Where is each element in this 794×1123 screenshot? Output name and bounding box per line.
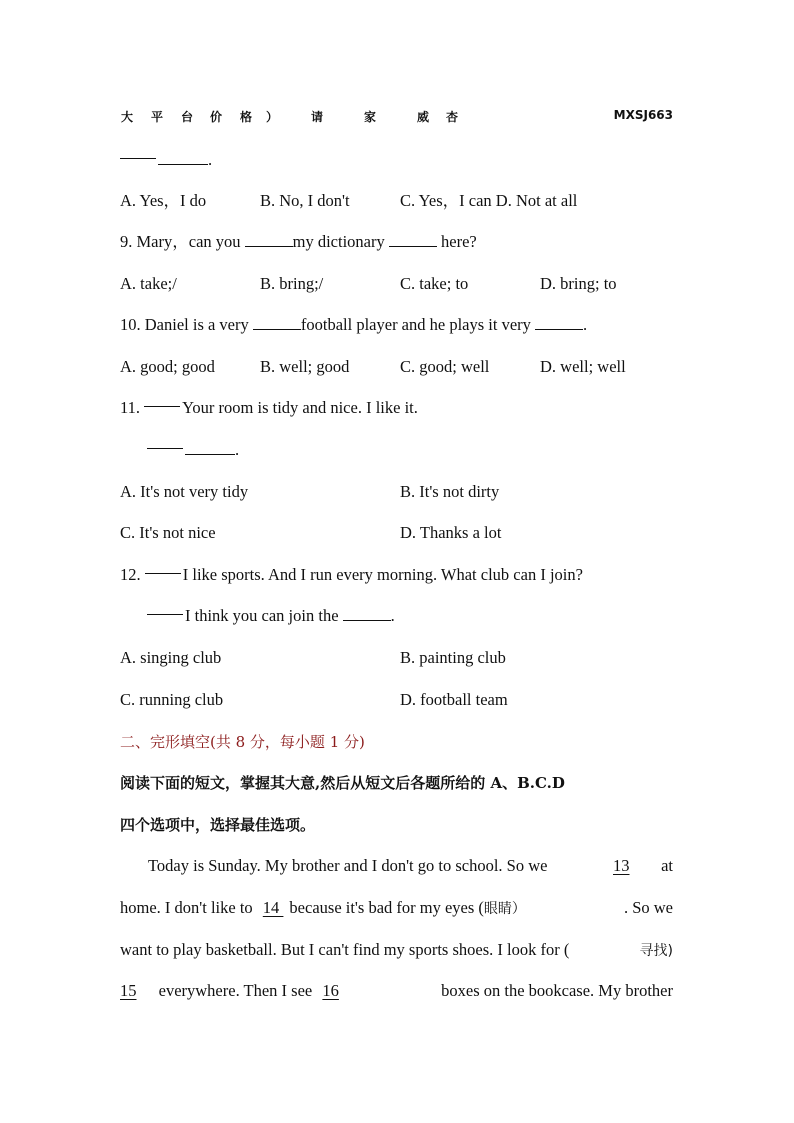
blank xyxy=(245,232,293,247)
q8-option-cd: C. Yes，I can D. Not at all xyxy=(400,191,578,210)
passage-text: . So we xyxy=(623,898,673,917)
q10-option-d: D. well; well xyxy=(540,357,626,376)
q12-text: I like sports. And I run every morning. What club can I join? xyxy=(182,565,583,584)
q12-reply: I think you can join the xyxy=(185,606,339,625)
q12-option-a: A. singing club xyxy=(120,648,222,667)
passage-text: at xyxy=(661,856,673,875)
header-glyph: 价 xyxy=(210,110,223,124)
header-glyph: 大 xyxy=(121,110,134,124)
period: . xyxy=(235,440,240,459)
q9-option-d: D. bring; to xyxy=(540,274,617,293)
passage-line xyxy=(120,981,339,1001)
q11-option-b: B. It's not dirty xyxy=(400,482,500,501)
period: . xyxy=(208,150,213,169)
header-glyph: 格 xyxy=(240,110,253,124)
header-glyph: 平 xyxy=(151,110,164,124)
header-glyph: 请 xyxy=(311,110,324,124)
header-glyph: 家 xyxy=(364,110,377,124)
blank xyxy=(389,232,437,247)
page-header xyxy=(121,108,673,128)
q10-text: 10. Daniel is a very xyxy=(120,315,249,334)
q8-answer-line xyxy=(120,150,212,170)
q12-option-d: D. football team xyxy=(400,690,508,709)
blank-number: 13 xyxy=(613,856,630,875)
q9-question xyxy=(120,232,477,252)
q9-option-c: C. take; to xyxy=(400,274,469,293)
q10-text: . xyxy=(583,315,588,334)
blank xyxy=(535,315,583,330)
q9-text: my dictionary xyxy=(292,232,385,251)
passage-line xyxy=(120,940,569,960)
q11-question xyxy=(120,398,418,418)
passage-line xyxy=(120,898,526,919)
q9-text: here? xyxy=(441,232,477,251)
chinese-gloss: 眼睛） xyxy=(483,901,526,917)
header-glyph: 杏 xyxy=(446,110,459,124)
header-code: MXSJ663 xyxy=(613,108,673,122)
q10-text: football player and he plays it very xyxy=(300,315,531,334)
q11-option-c: C. It's not nice xyxy=(120,523,216,542)
header-glyph: 威 xyxy=(417,110,430,124)
passage-text: want to play basketball. But I can't find my sports shoes. I look for ( xyxy=(120,940,570,959)
section-instruction: 阅读下面的短文，掌握其大意,然后从短文后各题所给的 A、B.C.D xyxy=(120,774,565,792)
q12-option-b: B. painting club xyxy=(400,648,506,667)
passage-text: boxes on the bookcase. My brother xyxy=(441,981,673,1000)
header-glyph: 台 xyxy=(181,110,194,124)
chinese-gloss-text: 寻找) xyxy=(639,943,673,959)
q11-number: 11. xyxy=(120,398,141,417)
blank-15: 15 xyxy=(120,981,137,1000)
blank xyxy=(158,150,208,165)
q10-question xyxy=(120,315,587,335)
dash-mark xyxy=(145,573,181,574)
blank-16: 16 xyxy=(322,981,339,1000)
dash-mark xyxy=(144,406,180,407)
blank-13 xyxy=(613,856,630,876)
passage-text: because it's bad for my eyes ( xyxy=(289,898,484,917)
q11-option-a: A. It's not very tidy xyxy=(120,482,249,501)
passage-text: home. I don't like to xyxy=(120,898,253,917)
passage-line xyxy=(148,856,547,876)
passage-text: Today is Sunday. My brother and I don't go to school. So we xyxy=(148,856,548,875)
q9-text: 9. Mary，can you xyxy=(120,232,241,251)
blank xyxy=(185,440,235,455)
chinese-gloss xyxy=(640,940,673,961)
q12-option-c: C. running club xyxy=(120,690,224,709)
passage-text: everywhere. Then I see xyxy=(158,981,313,1000)
header-glyph: ） xyxy=(266,110,279,124)
dash-mark xyxy=(147,614,183,615)
q11-option-d: D. Thanks a lot xyxy=(400,523,502,542)
blank xyxy=(253,315,301,330)
q8-option-a: A. Yes，I do xyxy=(120,191,207,210)
q12-reply-line xyxy=(147,606,395,626)
q10-option-c: C. good; well xyxy=(400,357,490,376)
dash-mark xyxy=(120,158,156,159)
q11-text: Your room is tidy and nice. I like it. xyxy=(182,398,418,417)
dash-mark xyxy=(147,448,183,449)
section-instruction: 四个选项中，选择最佳选项。 xyxy=(120,816,316,834)
section-title: 二、完形填空(共 8 分，每小题 1 分) xyxy=(120,733,365,751)
period: . xyxy=(390,606,395,625)
q9-option-b: B. bring;/ xyxy=(260,274,324,293)
q12-question xyxy=(120,565,583,585)
q10-option-a: A. good; good xyxy=(120,357,215,376)
q10-option-b: B. well; good xyxy=(260,357,350,376)
q8-option-b: B. No, I don't xyxy=(260,191,350,210)
blank-14: 14 xyxy=(262,898,284,917)
q12-number: 12. xyxy=(120,565,141,584)
q9-option-a: A. take;/ xyxy=(120,274,177,293)
q11-answer-line xyxy=(147,440,239,460)
blank xyxy=(343,606,391,621)
